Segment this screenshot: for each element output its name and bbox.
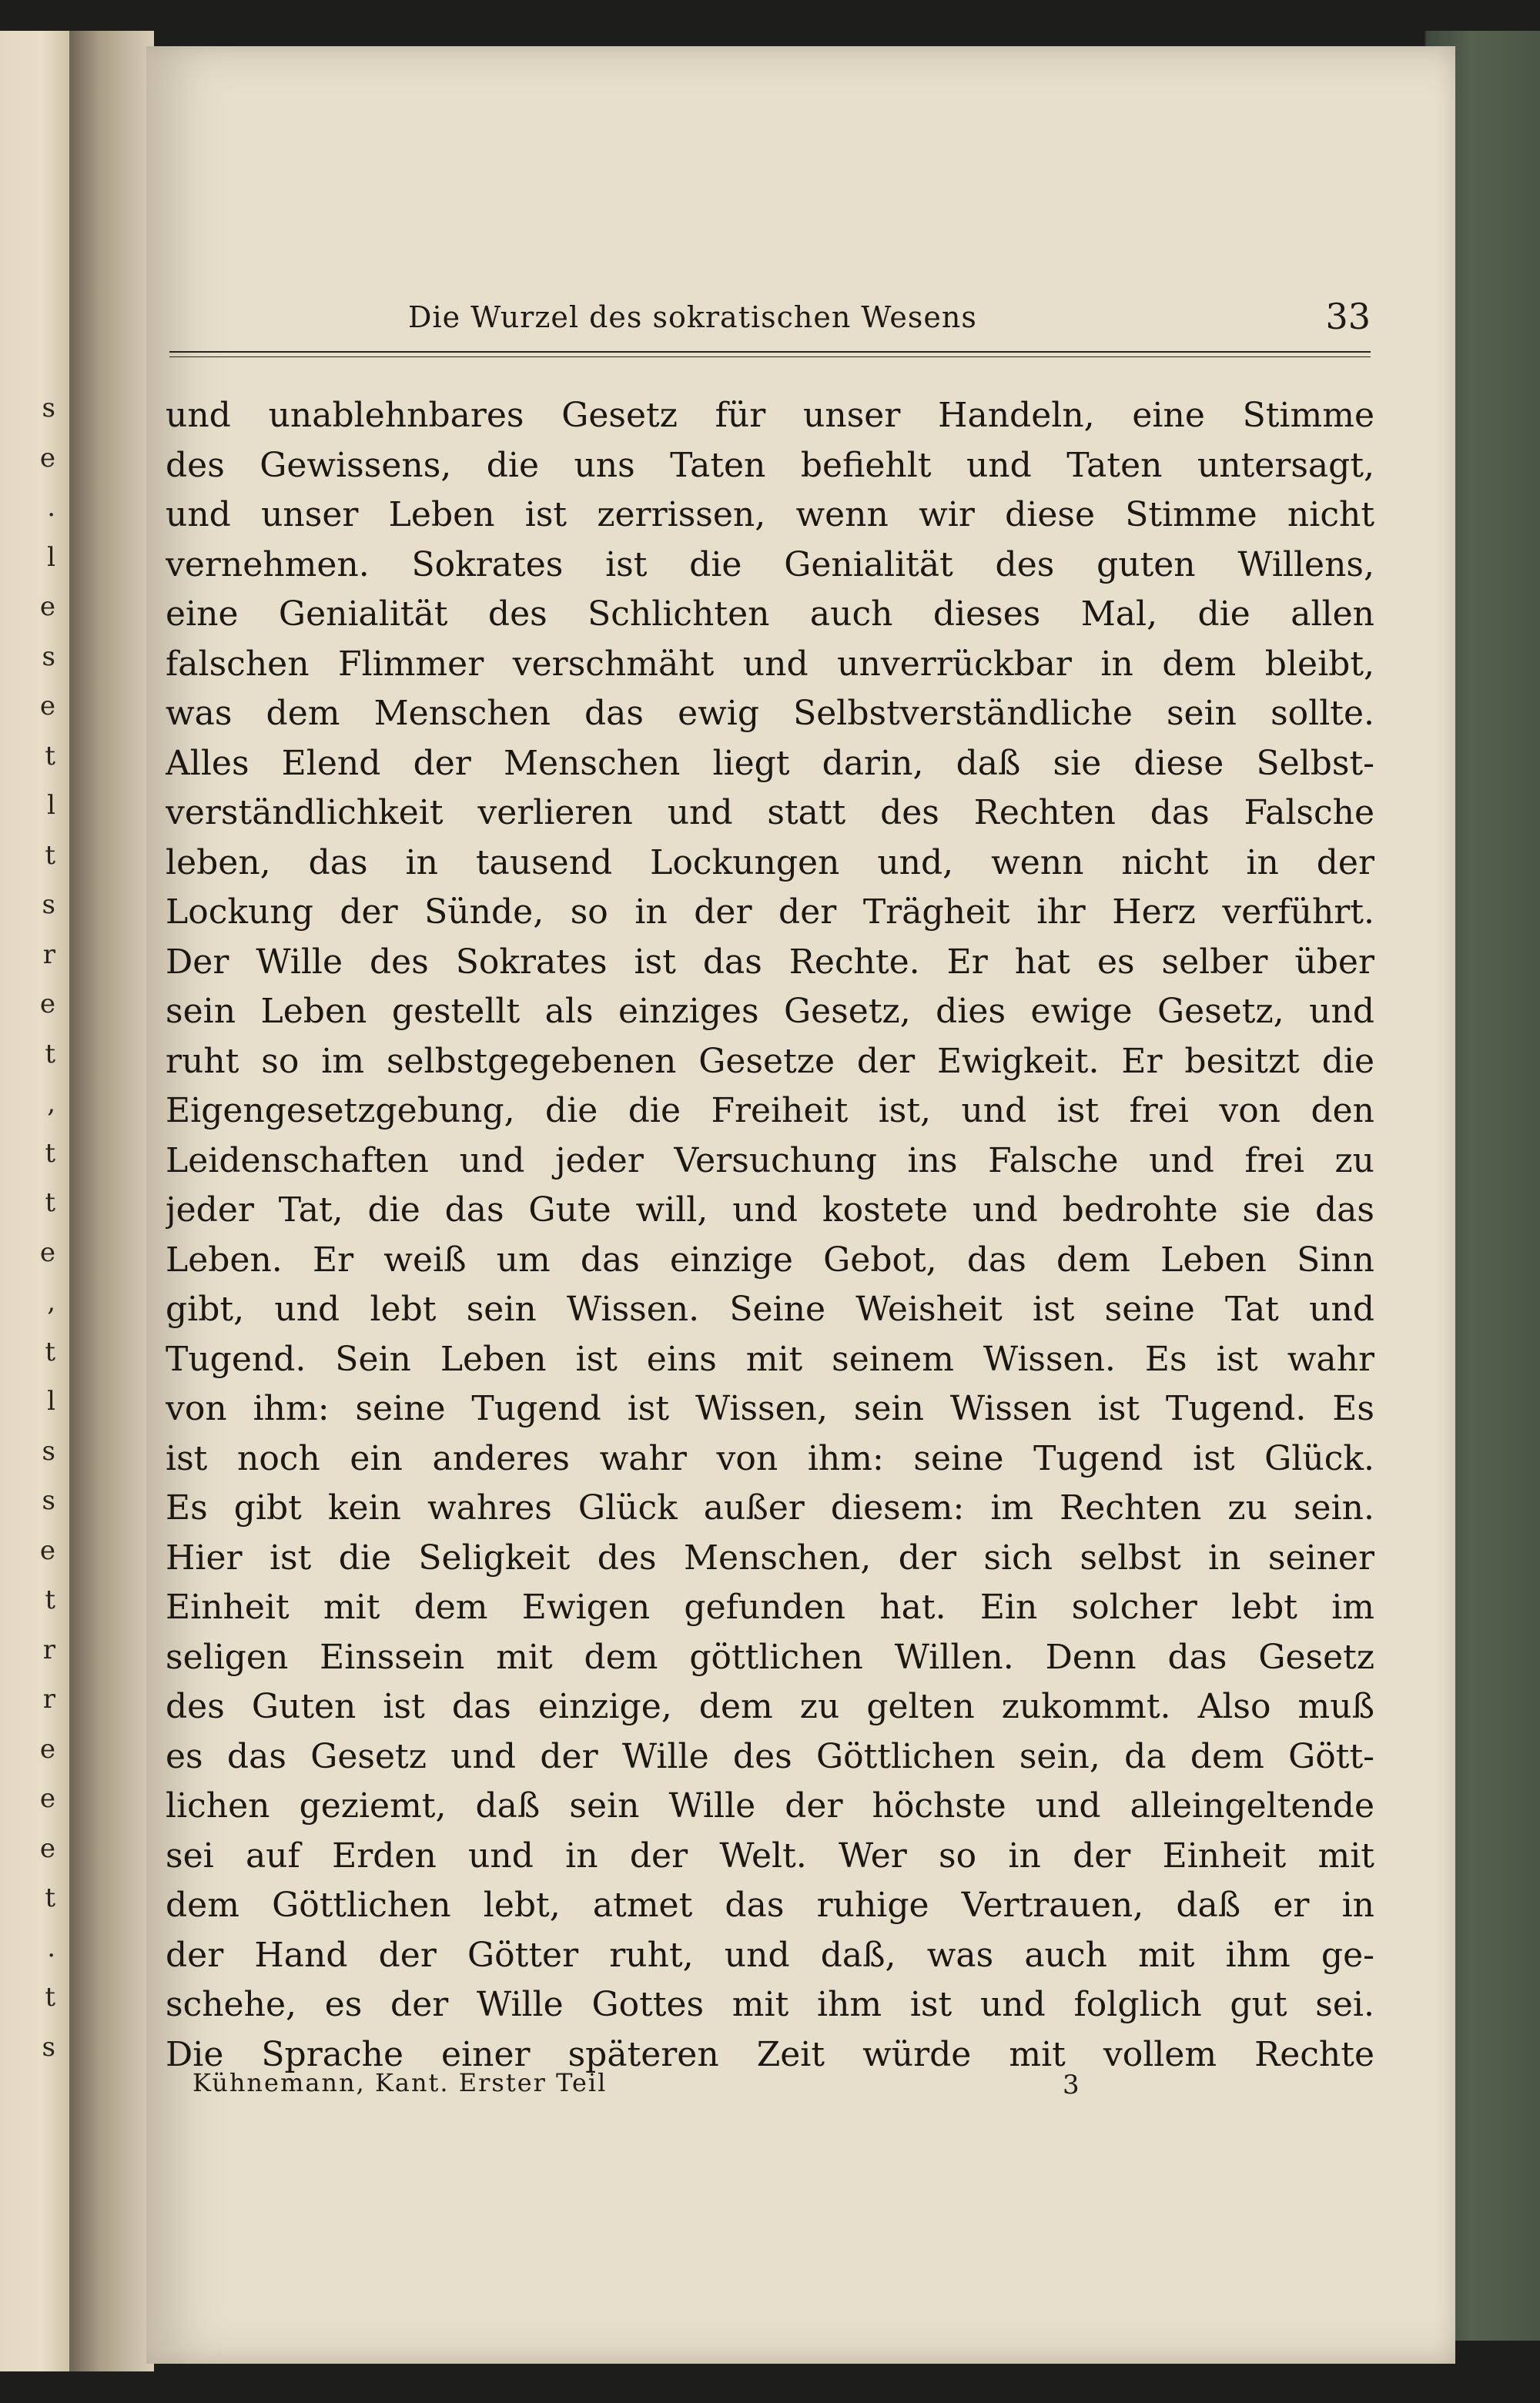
previous-page-letter: r [42,939,55,970]
previous-page-letter: t [45,1883,55,1913]
previous-page-letter: e [39,1535,55,1566]
text-line: Lockung der Sünde, so in der der Trägheit ihr Herz verführt. [166,892,1374,932]
text-line: Der Wille des Sokrates ist das Rechte. Er hat es selber über [166,942,1374,982]
text-line: gibt, und lebt sein Wissen. Seine Weisheit ist seine Tat und [166,1290,1374,1329]
text-line: und unser Leben ist zerrissen, wenn wir diese Stimme nicht [166,495,1374,534]
signature-number: 3 [1063,2070,1080,2100]
text-line: Die Sprache einer späteren Zeit würde mit vollem Rechte [166,2034,1374,2074]
page-header [169,269,1371,362]
previous-page-edge [0,31,72,2371]
text-line: seligen Einssein mit dem göttlichen Willen. Denn das Gesetz [166,1637,1374,1677]
previous-page-letter: t [45,1336,55,1367]
previous-page-letter: l [47,541,55,573]
text-line: leben, das in tausend Lockungen und, wenn nicht in der [166,842,1374,882]
text-line: des Gewissens, die uns Taten befiehlt und Taten untersagt, [166,445,1374,485]
text-line: falschen Flimmer verschmäht und unverrückbar in dem bleibt, [166,644,1374,684]
text-line: vernehmen. Sokrates ist die Genialität des guten Willens, [166,544,1374,584]
text-line: schehe, es der Wille Gottes mit ihm ist und folglich gut sei. [166,1985,1374,2024]
previous-page-letter: r [42,1684,55,1715]
previous-page-letter: . [47,492,55,523]
previous-page-letter: t [45,1038,55,1069]
previous-page-letter: t [45,740,55,771]
text-line: von ihm: seine Tugend ist Wissen, sein Wissen ist Tugend. Es [166,1389,1374,1428]
previous-page-letter: l [47,790,55,821]
previous-page-letter: e [39,591,55,622]
text-line: lichen geziemt, daß sein Wille der höchste und alleingeltende [166,1786,1374,1826]
text-line: Eigengesetzgebung, die die Freiheit ist, und ist frei von den [166,1091,1374,1130]
header-rule [169,351,1371,357]
previous-page-letter: s [42,1435,55,1467]
previous-page-letter: t [45,1187,55,1218]
text-line: ruht so im selbstgegebenen Gesetze der Ewigkeit. Er besitzt die [166,1041,1374,1081]
text-line: Alles Elend der Menschen liegt darin, daß sie diese Selbst- [166,743,1374,783]
previous-page-letter: , [47,1088,55,1119]
signature-line [192,2068,1116,2114]
previous-page-letter: s [42,641,55,672]
text-line: Leidenschaften und jeder Versuchung ins Falsche und frei zu [166,1140,1374,1180]
previous-page-letter: t [45,1982,55,2013]
page-number: 33 [1325,296,1371,337]
previous-page-letter: s [42,889,55,920]
previous-page-letter: r [42,1634,55,1665]
text-line: jeder Tat, die das Gute will, und kostete und bedrohte sie das [166,1190,1374,1230]
text-line: Es gibt kein wahres Glück außer diesem: im Rechten zu sein. [166,1488,1374,1528]
text-line: Einheit mit dem Ewigen gefunden hat. Ein solcher lebt im [166,1588,1374,1627]
previous-page-letter: l [47,1386,55,1417]
previous-page-letter: s [42,393,55,423]
previous-page-letter: e [39,1832,55,1864]
text-line: des Guten ist das einzige, dem zu gelten zukommt. Also muß [166,1687,1374,1726]
previous-page-letter: e [39,989,55,1019]
printer-signature: Kühnemann, Kant. Erster Teil [192,2068,608,2097]
text-line: was dem Menschen das ewig Selbstverständliche sein sollte. [166,694,1374,733]
previous-page-letter: e [39,442,55,474]
text-line: dem Göttlichen lebt, atmet das ruhige Vertrauen, daß er in [166,1886,1374,1925]
previous-page-letter: , [47,1287,55,1317]
text-line: Hier ist die Seligkeit des Menschen, der sich selbst in seiner [166,1538,1374,1578]
text-line: Tugend. Sein Leben ist eins mit seinem Wissen. Es ist wahr [166,1339,1374,1379]
previous-page-letter: e [39,1783,55,1814]
text-line: der Hand der Götter ruht, und daß, was auch mit ihm ge- [166,1935,1374,1975]
previous-page-letter: t [45,1137,55,1169]
running-title: Die Wurzel des sokratischen Wesens [408,300,977,334]
previous-page-letter: s [42,1485,55,1516]
book-gutter [69,31,154,2371]
text-line: sei auf Erden und in der Welt. Wer so in der Einheit mit [166,1836,1374,1876]
text-line: sein Leben gestellt als einziges Gesetz, dies ewige Gesetz, und [166,992,1374,1031]
text-line: Leben. Er weiß um das einzige Gebot, das dem Leben Sinn [166,1240,1374,1280]
book-page [146,46,1455,2364]
previous-page-letter: e [39,1237,55,1268]
previous-page-letter: . [47,1932,55,1963]
text-line: eine Genialität des Schlichten auch dieses Mal, die allen [166,594,1374,634]
previous-page-letter: t [45,1585,55,1615]
text-line: ist noch ein anderes wahr von ihm: seine Tugend ist Glück. [166,1438,1374,1478]
body-text [166,391,1374,2080]
previous-page-letter: s [42,2031,55,2063]
text-line: und unablehnbares Gesetz für unser Handeln, eine Stimme [166,396,1374,435]
previous-page-letter: e [39,1733,55,1765]
previous-page-letter: t [45,839,55,871]
text-line: es das Gesetz und der Wille des Göttlichen sein, da dem Gött- [166,1736,1374,1776]
text-line: verständlichkeit verlieren und statt des Rechten das Falsche [166,793,1374,832]
previous-page-letter: e [39,691,55,721]
